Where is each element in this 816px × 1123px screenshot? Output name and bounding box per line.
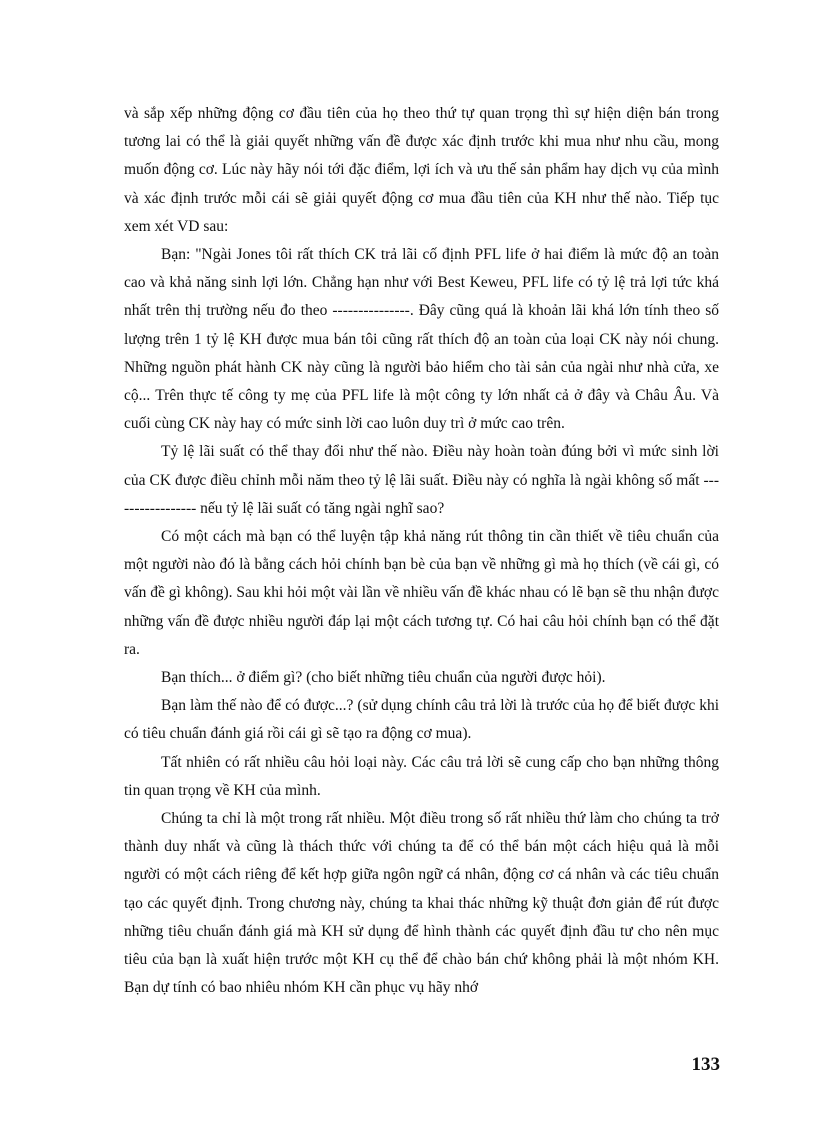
paragraph-7: Tất nhiên có rất nhiều câu hỏi loại này. Các câu trả lời sẽ cung cấp cho bạn những thông tin quan trọng về KH của mình. <box>124 753 719 799</box>
paragraph-3: Tỷ lệ lãi suất có thể thay đổi như thế nào. Điều này hoàn toàn đúng bởi vì mức sinh lời của CK được điều chỉnh mỗi năm theo tỷ lệ lãi suất. Điều này có nghĩa là ngài không số mất ----------------- nếu tỷ lệ lãi suất có tăng ngài nghĩ sao? <box>124 443 719 517</box>
paragraph-6: Bạn làm thế nào để có được...? (sử dụng chính câu trả lời là trước của họ để biết được khi có tiêu chuẩn đánh giá rồi cái gì sẽ tạo ra động cơ mua). <box>124 697 719 743</box>
paragraph-1: và sắp xếp những động cơ đầu tiên của họ theo thứ tự quan trọng thì sự hiện diện bán trong tương lai có thể là giải quyết những vấn đề được xác định trước khi mua như nhu cầu, mong muốn động cơ. Lúc này hãy nói tới đặc điểm, lợi ích và ưu thế sản phẩm hay dịch vụ của mình và xác định trước mỗi cái sẽ giải quyết động cơ mua đầu tiên của KH như thế nào. Tiếp tục xem xét VD sau: <box>124 105 719 235</box>
page-body <box>124 100 719 1003</box>
page-number: 133 <box>691 1054 720 1075</box>
paragraph-2: Bạn: "Ngài Jones tôi rất thích CK trả lãi cố định PFL life ở hai điểm là mức độ an toàn cao và khả năng sinh lợi lớn. Chẳng hạn như với Best Keweu, PFL life có tỷ lệ trả lợi tức khá nhất trên thị trường nếu đo theo ---------------. Đây cũng quá là khoản lãi khá lớn tính theo số lượng trên 1 tỷ lệ KH được mua bán tôi cũng rất thích độ an toàn của loại CK này nói chung. Những nguồn phát hành CK này cũng là người bảo hiểm cho tài sản của ngài như nhà cửa, xe cộ... Trên thực tế công ty mẹ của PFL life là một công ty lớn nhất cả ở đây và Châu Âu. Và cuối cùng CK này hay có mức sinh lời cao luôn duy trì ở mức cao trên. <box>124 246 719 433</box>
paragraph-5: Bạn thích... ở điểm gì? (cho biết những tiêu chuẩn của người được hỏi). <box>161 669 606 687</box>
paragraph-8: Chúng ta chỉ là một trong rất nhiều. Một điều trong số rất nhiều thứ làm cho chúng ta trở thành duy nhất và cũng là thách thức với chúng ta để có thể bán một cách hiệu quả là mỗi người có một cách riêng để kết hợp giữa ngôn ngữ cá nhân, động cơ cá nhân và các tiêu chuẩn tạo các quyết định. Trong chương này, chúng ta khai thác những kỹ thuật đơn giản để rút được những tiêu chuẩn đánh giá mà KH sử dụng để hình thành các quyết định đầu tư cho nên mục tiêu của bạn là xuất hiện trước một KH cụ thể để chào bán chứ không phải là một nhóm KH. Bạn dự tính có bao nhiêu nhóm KH cần phục vụ hãy nhớ <box>124 810 719 997</box>
paragraph-4: Có một cách mà bạn có thể luyện tập khả năng rút thông tin cần thiết về tiêu chuẩn của một người nào đó là bằng cách hỏi chính bạn bè của bạn về những gì mà họ thích (về cái gì, có vấn đề gì không). Sau khi hỏi một vài lần về nhiều vấn đề khác nhau có lẽ bạn sẽ thu nhận được những vấn đề được nhiều người đáp lại một cách tương tự. Có hai câu hỏi chính bạn có thể đặt ra. <box>124 528 719 658</box>
